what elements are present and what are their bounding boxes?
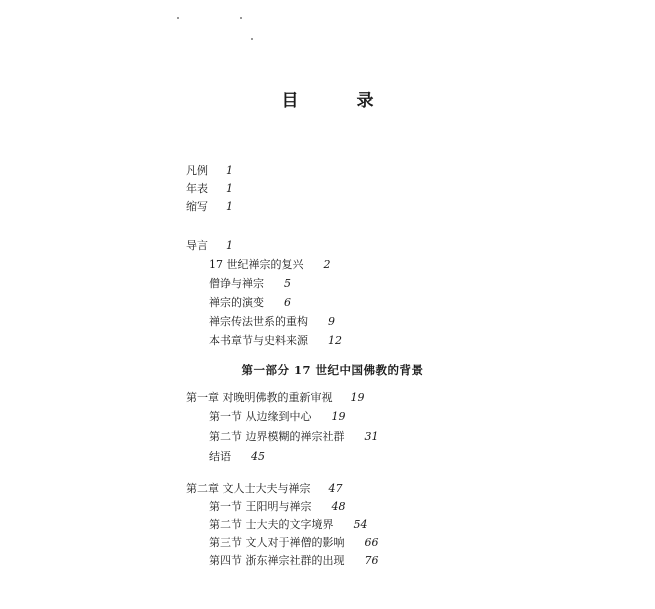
entry-page: 31: [364, 430, 379, 443]
toc-entry-fanli[interactable]: [186, 164, 233, 178]
entry-label: 禅宗的演变: [209, 296, 264, 309]
toc-entry-chapter[interactable]: [186, 391, 365, 405]
entry-page: 66: [364, 536, 379, 549]
entry-page: 47: [328, 482, 343, 495]
entry-label: 禅宗传法世系的重构: [209, 315, 308, 328]
entry-page: 1: [226, 239, 233, 252]
entry-page: 54: [353, 518, 368, 531]
toc-entry-intro-section[interactable]: [209, 334, 342, 348]
entry-label: 第一章 对晚明佛教的重新审视: [186, 391, 333, 404]
scan-speck: [177, 17, 179, 19]
entry-label: 17 世纪禅宗的复兴: [209, 258, 304, 271]
toc-entry-section[interactable]: [209, 518, 368, 532]
entry-label: 凡例: [186, 164, 208, 177]
entry-page: 6: [284, 296, 291, 309]
scan-speck: [240, 17, 242, 19]
entry-page: 1: [226, 200, 233, 213]
entry-label: 第一节 王阳明与禅宗: [209, 500, 312, 513]
toc-entry-intro-section[interactable]: [209, 258, 331, 272]
entry-label: 第二节 士大夫的文字境界: [209, 518, 334, 531]
entry-page: 1: [226, 164, 233, 177]
entry-label: 第四节 浙东禅宗社群的出现: [209, 554, 345, 567]
toc-entry-suoxie[interactable]: [186, 200, 233, 214]
entry-page: 12: [328, 334, 342, 347]
toc-entry-section[interactable]: [209, 410, 346, 424]
scan-speck: [251, 38, 253, 40]
entry-label: 第二节 边界模糊的禅宗社群: [209, 430, 345, 443]
entry-page: 1: [226, 182, 233, 195]
toc-entry-section[interactable]: [209, 536, 379, 550]
entry-label: 僧诤与禅宗: [209, 277, 264, 290]
entry-page: 45: [251, 450, 265, 463]
toc-entry-section[interactable]: [209, 450, 265, 464]
entry-page: 5: [284, 277, 291, 290]
toc-entry-chapter[interactable]: [186, 482, 343, 496]
entry-label: 第三节 文人对于禅僧的影响: [209, 536, 345, 549]
toc-entry-intro-section[interactable]: [209, 296, 291, 310]
toc-entry-nianbiao[interactable]: [186, 182, 233, 196]
entry-page: 2: [323, 258, 331, 271]
toc-title: 目 录: [281, 91, 400, 111]
entry-page: 48: [331, 500, 346, 513]
entry-label: 本书章节与史料来源: [209, 334, 308, 347]
part-heading: 第一部分 17 世纪中国佛教的背景: [241, 363, 424, 377]
toc-entry-section[interactable]: [209, 554, 379, 568]
toc-entry-intro-section[interactable]: [209, 315, 335, 329]
toc-entry-section[interactable]: [209, 500, 346, 514]
entry-label: 年表: [186, 182, 208, 195]
entry-label: 结语: [209, 450, 231, 463]
entry-page: 9: [328, 315, 335, 328]
entry-label: 第一节 从边缘到中心: [209, 410, 312, 423]
toc-entry-intro[interactable]: [186, 239, 233, 253]
toc-entry-intro-section[interactable]: [209, 277, 291, 291]
toc-entry-section[interactable]: [209, 430, 379, 444]
entry-label: 缩写: [186, 200, 208, 213]
entry-label: 第二章 文人士大夫与禅宗: [186, 482, 311, 495]
entry-label: 导言: [186, 239, 208, 252]
entry-page: 19: [331, 410, 346, 423]
entry-page: 19: [350, 391, 365, 404]
entry-page: 76: [364, 554, 379, 567]
